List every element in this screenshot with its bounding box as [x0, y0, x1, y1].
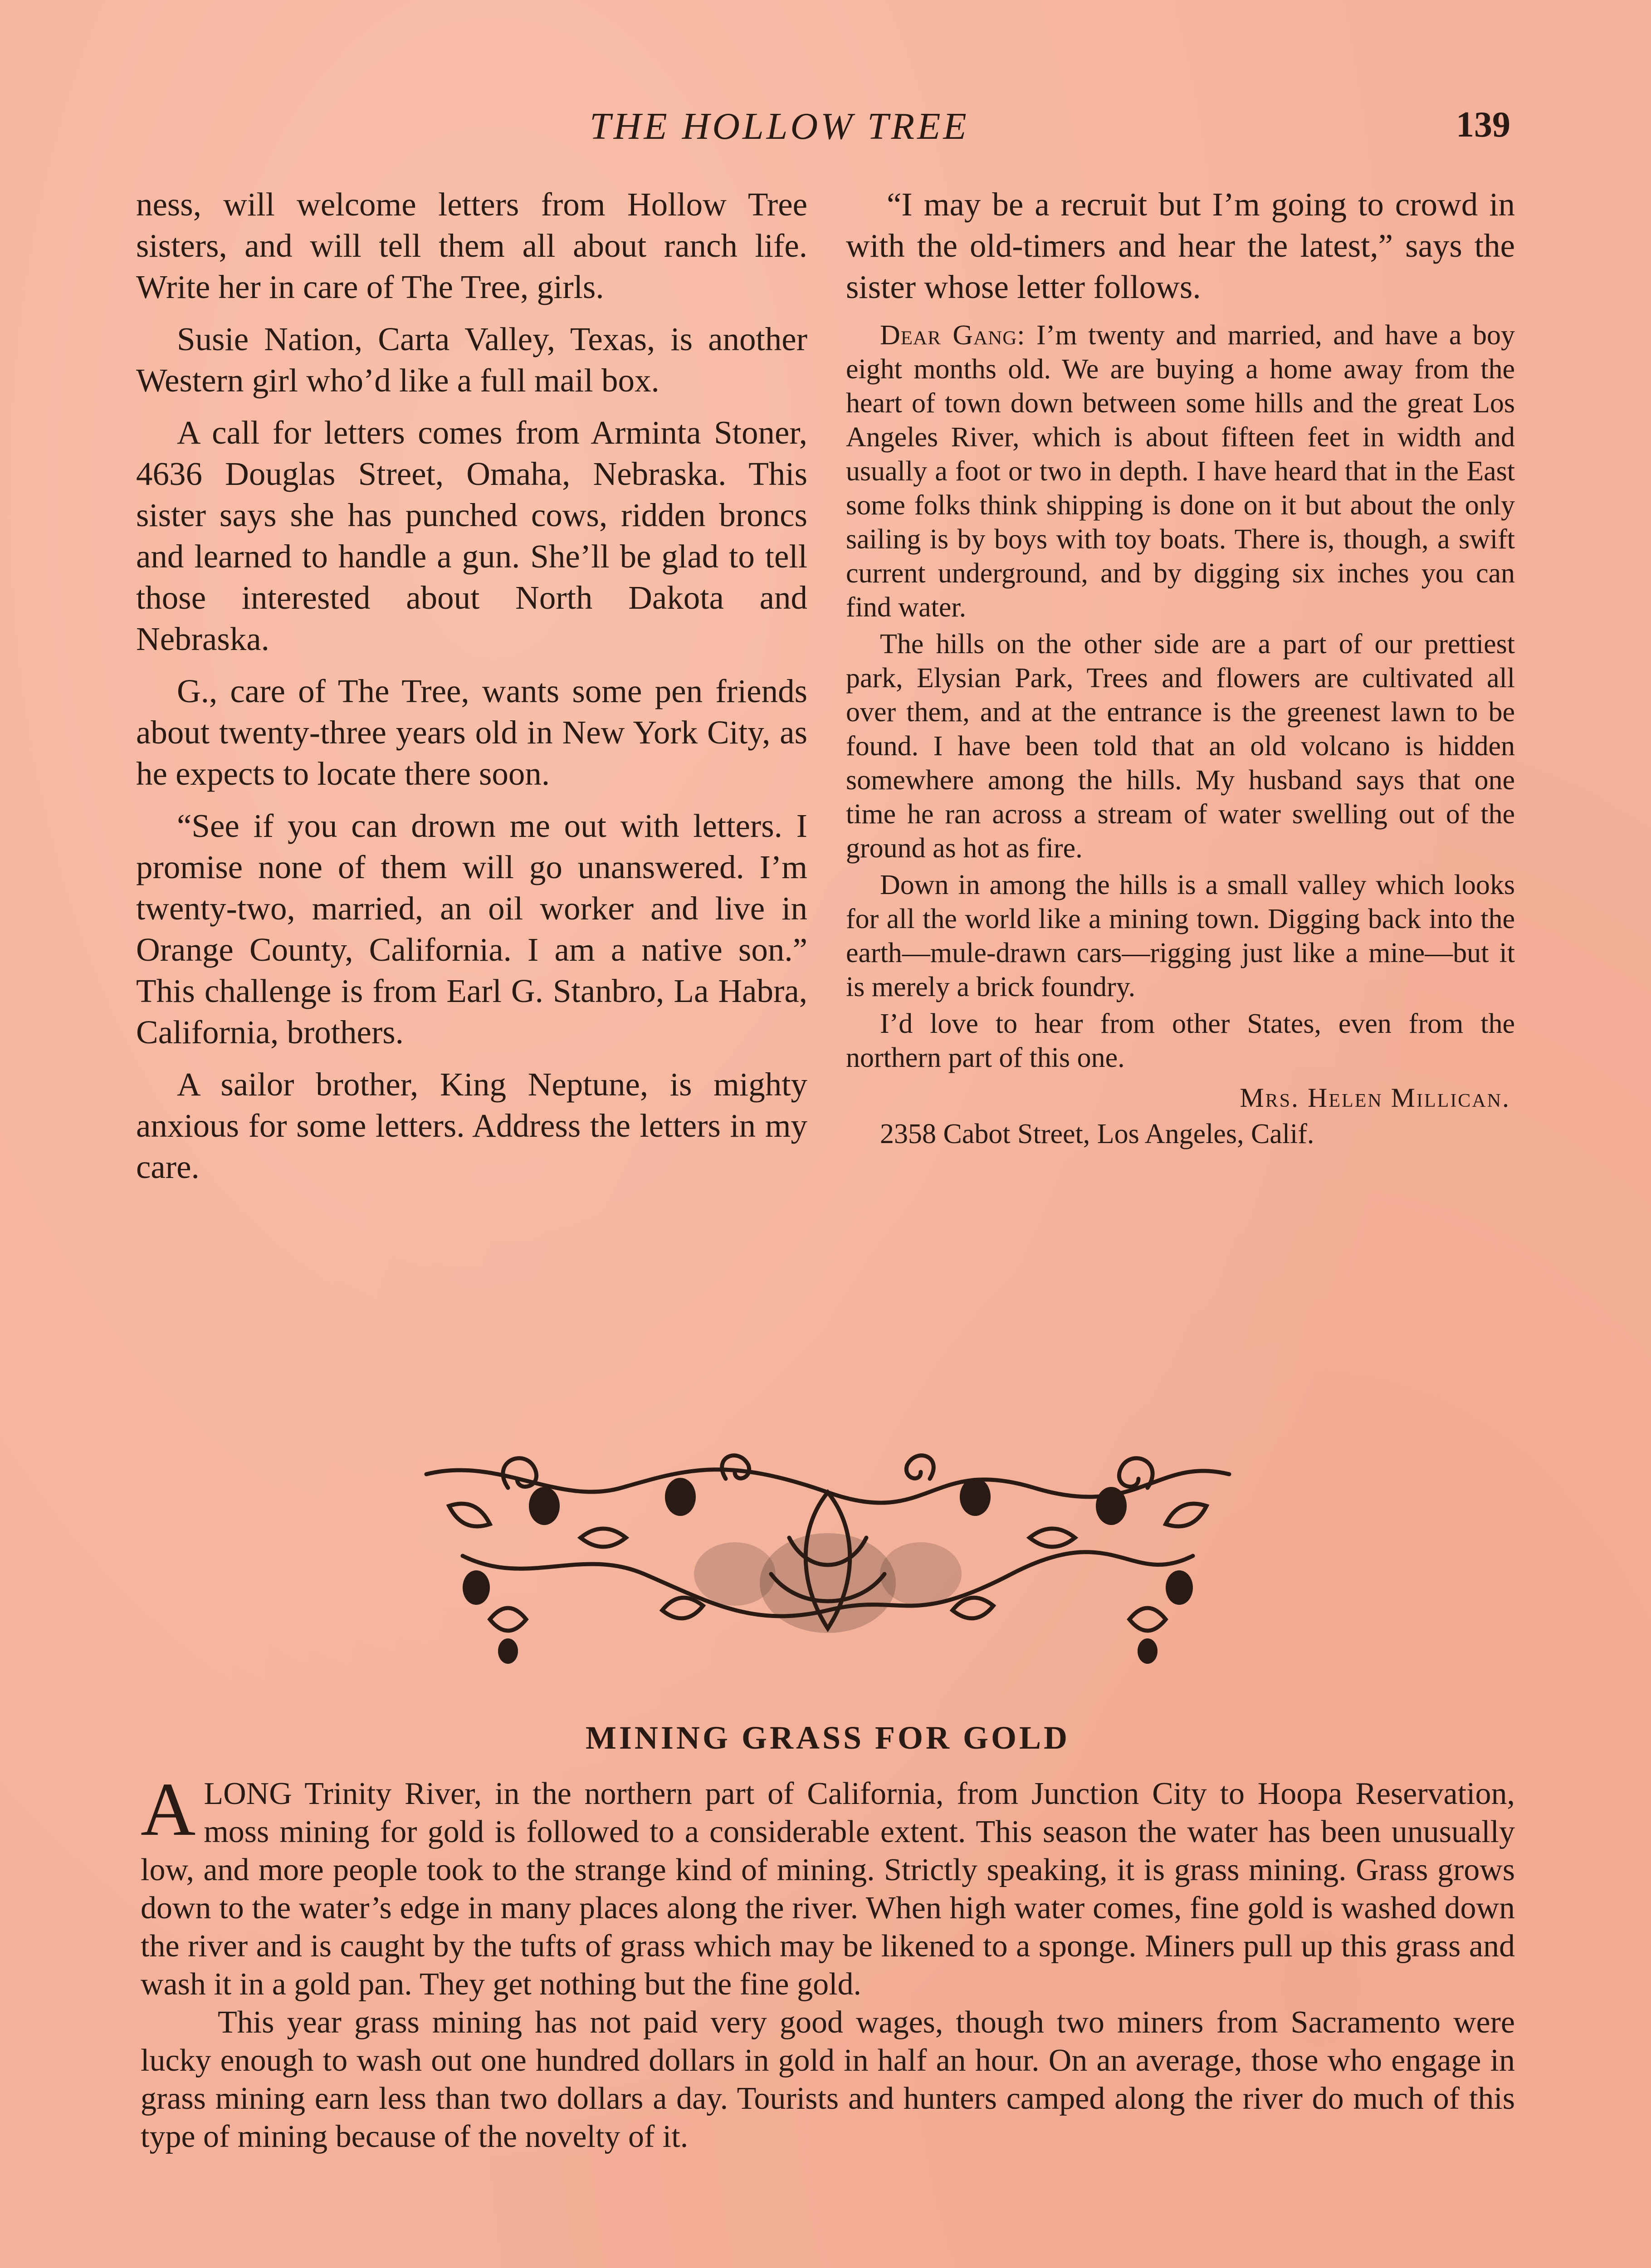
letter-text: I’m twenty and married, and have a boy eight months old. We are buying a home away from the heart of town down between some hills and the great Los Angeles River, which is about fifteen feet in width and usually a foot or two in depth. I have heard that in the East some folks think shipping is done on it but about the only sailing is by boys with toy boats. There is, though, a swift current underground, and by digging six inches you can find water.	[846, 320, 1515, 623]
drop-cap: A	[141, 1767, 196, 1852]
left-paragraph: ness, will welcome letters from Hollow Tree sisters, and will tell them all about ranch life. Write her in care of The Tree, girls.	[136, 186, 807, 305]
letter-signature: Mrs. Helen Millican.	[1240, 1083, 1510, 1113]
letter-paragraph: The hills on the other side are a part of our prettiest park, Elysian Park, Trees and flowers are cultivated all over them, and at the entrance is the greenest lawn to be found. I have been told that an old volcano is hidden somewhere among the hills. My husband says that one time he ran across a stream of water swelling out of the ground as hot as fire.	[846, 629, 1515, 864]
article-mining-grass	[141, 1719, 1515, 2156]
running-title: THE HOLLOW TREE	[590, 105, 969, 147]
letter-paragraph: I’d love to hear from other States, even from the northern part of this one.	[846, 1008, 1515, 1073]
floral-ornament-icon	[408, 1438, 1247, 1683]
left-paragraph: A call for letters comes from Arminta Stoner, 4636 Douglas Street, Omaha, Nebraska. This sister says she has punched cows, ridden broncs and learned to handle a gun. She’ll be glad to tell those interested about North Dakota and Nebraska.	[136, 414, 807, 657]
letter-paragraph: Down in among the hills is a small valley which looks for all the world like a mining town. Digging back into the earth—mule-drawn cars—rigging just like a mine—but it is merely a brick foundry.	[846, 870, 1515, 1002]
left-paragraph: A sailor brother, King Neptune, is mighty anxious for some letters. Address the letters in my care.	[136, 1066, 807, 1185]
left-paragraph: Susie Nation, Carta Valley, Texas, is another Western girl who’d like a full mail box.	[136, 321, 807, 399]
left-paragraph: “See if you can drown me out with letters. I promise none of them will go unanswered. I’m twenty-two, married, an oil worker and live in Orange County, California. I am a native son.” This challenge is from Earl G. Stanbro, La Habra, California, brothers.	[136, 807, 807, 1051]
two-column-body	[136, 184, 1515, 1386]
letter-address: 2358 Cabot Street, Los Angeles, Calif.	[880, 1119, 1314, 1149]
article-paragraph	[141, 1767, 1515, 2004]
letter-salutation: Dear Gang:	[880, 320, 1026, 351]
page-header	[0, 104, 1651, 154]
article-paragraph: This year grass mining has not paid very good wages, though two miners from Sacramento were lucky enough to wash out one hundred dollars in gold in half an hour. On an average, those who engage in grass mining earn less than two dollars a day. Tourists and hunters camped along the river do much of this type of mining because of the novelty of it.	[141, 2005, 1515, 2154]
left-paragraph: G., care of The Tree, wants some pen friends about twenty-three years old in New York City, as he expects to locate there soon.	[136, 673, 807, 792]
right-column	[846, 184, 1515, 1152]
page-number: 139	[1456, 105, 1510, 145]
article-title: MINING GRASS FOR GOLD	[585, 1720, 1070, 1756]
left-column	[136, 184, 807, 1198]
letter-paragraph	[846, 318, 1515, 625]
letter-intro: “I may be a recruit but I’m going to crowd in with the old-timers and hear the latest,” says the sister whose letter follows.	[846, 186, 1515, 305]
article-paragraph-text: LONG Trinity River, in the northern part of California, from Junction City to Hoopa Reservation, moss mining for gold is followed to a considerable extent. This season the water has been unusually low, and more people took to the strange kind of mining. Strictly speaking, it is grass mining. Grass grows down to the water’s edge in many places along the river. When high water comes, fine gold is washed down the river and is caught by the tufts of grass which may be likened to a sponge. Miners pull up this grass and wash it in a gold pan. They get nothing but the fine gold.	[141, 1776, 1515, 2002]
